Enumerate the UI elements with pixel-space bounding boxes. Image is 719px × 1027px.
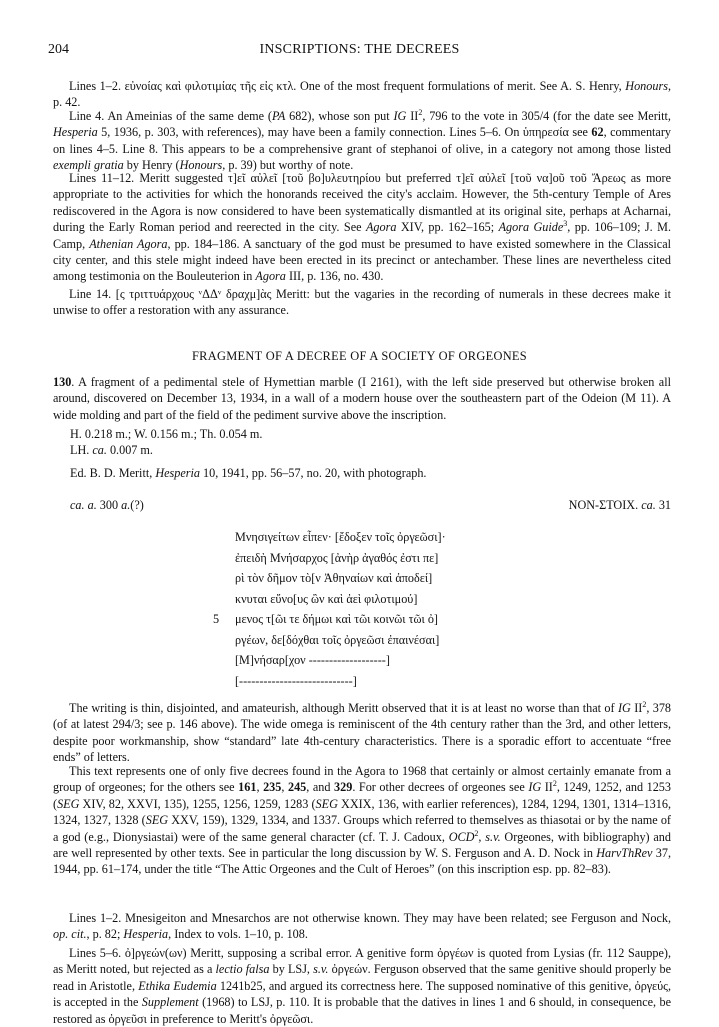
line-text: κνυται εὔνο[υς ὢν καὶ ἀεὶ φιλοτιμού] bbox=[235, 591, 418, 606]
commentary-paragraph: Lines 1–2. εὐνοίας καὶ φιλοτιμίας τῆς εἰς κτλ. One of the most frequent formulations of merit. See A. S. Henry, Honours, p. 42. bbox=[53, 79, 671, 110]
line-text: [Μ]νήσαρ[χον -------------------] bbox=[235, 653, 390, 667]
commentary-paragraph: Lines 11–12. Meritt suggested τ]εῖ αὐλεῖ [τοῦ βο]υλευτηρίου but preferred τ]εῖ αὐλεῖ [τοῦ να]οῦ τοῦ Ἄρεως as more appropriate to the activities for which the honorands received the city's acclaim. However, the 5th-century Temple of Ares rediscovered in the Agora is now considered to have been systematically dismantled at its original site, perhaps at Acharnai, during the Early Roman period and reerected in the city. See Agora XIV, pp. 162–165; Agora Guide$^3$, pp. 106–109; J. M. Camp, Athenian Agora, pp. 184–186. A sanctuary of the god must be presumed to have existed somewhere in the Classical city center, and this stele might indeed have been erected in its precinct or antechamber. These lines are nevertheless cited among testimonia on the Bouleuterion in Agora III, p. 136, no. 430. bbox=[53, 171, 671, 284]
inscription-line bbox=[213, 609, 485, 630]
line-text: ρὶ τὸν δῆμον τὸ[ν Ἀθηναίων καὶ ἀποδεί] bbox=[235, 571, 433, 585]
inscription-line bbox=[235, 650, 485, 671]
running-title: INSCRIPTIONS: THE DECREES bbox=[259, 42, 460, 57]
date-line: ca. a. 300 a.(?) bbox=[70, 498, 144, 512]
line-text: Μνησιγείτων εἶπεν· [ἔδοξεν τοῖς ὀργεῶσι]· bbox=[235, 530, 446, 544]
line-text: μενος τ[ῶι τε δήμωι καὶ τῶι κοινῶι τῶι ὀ] bbox=[235, 612, 438, 626]
inscription-line bbox=[235, 630, 485, 651]
section-title: FRAGMENT OF A DECREE OF A SOCIETY OF ORGEONES bbox=[191, 349, 527, 363]
line-text: [----------------------------] bbox=[235, 673, 357, 688]
stoich-line: NON-ΣΤΟΙΧ. ca. 31 bbox=[568, 498, 671, 512]
line-number: 5 bbox=[213, 612, 220, 626]
inscription-line bbox=[235, 548, 485, 569]
line-text: ἐπειδὴ Μνήσαρχος [ἀνὴρ ἀγαθός ἐστι πε] bbox=[235, 550, 439, 565]
commentary-paragraph: Lines 5–6. ὀ]ργεών(ων) Meritt, supposing a scribal error. A genitive form ὀργέων is quoted from Lysias (fr. 112 Sauppe), as Meritt noted, but rejected as a lectio falsa by LSJ, s.v. ὀργεών. Ferguson observed that the same genitive should properly be read in Aristotle, Ethika Eudemia 1241b25, and argued its correctness here. The supposed nominative of this genitive, ὀργεύς, is accepted in the Supplement (1968) to LSJ, p. 110. It is probable that the datives in lines 1 and 6 should, in consequence, be restored as ὀργεῦσι in preference to Meritt's ὀργεῶσι. bbox=[53, 946, 672, 1026]
commentary-paragraph: Lines 1–2. Mnesigeiton and Mnesarchos are not otherwise known. They may have been related; see Ferguson and Nock, op. cit., p. 82; Hesperia, Index to vols. 1–10, p. 108. bbox=[53, 911, 671, 942]
line-text: ργέων, δε[δόχθαι τοῖς ὀργεῶσι ἐπαινέσαι] bbox=[235, 632, 440, 647]
commentary-paragraph: Line 4. An Ameinias of the same deme (PA 682), whose son put IG $II^2$, 796 to the vote in 305/4 (for the date see Meritt, Hesperia 5, 1936, p. 303, with references), may have been a family connection. Lines 5–6. On ὑπηρεσία see 62, commentary on lines 4–5. Line 8. This appears to be a comprehensive grant of stephanoi of olive, in a category not among those listed exempli gratia by Henry (Honours, p. 39) but worthy of note. bbox=[53, 107, 671, 173]
letter-height: LH. ca. 0.007 m. bbox=[70, 443, 153, 457]
inscription-line bbox=[235, 568, 485, 589]
commentary-paragraph: The writing is thin, disjointed, and amateurish, although Meritt observed that it is at least no worse than that of IG $II^2$, 378 (of at latest 294/3; see p. 146 above). The wide omega is reminiscent of the 4th century rather than the 3rd, and other letters, despite poor workmanship, show “standard” late 4th-century characteristics. There is a sporadic effort to accentuate “free ends” of letters. bbox=[53, 699, 672, 765]
inscription-line bbox=[235, 527, 485, 548]
page-header bbox=[48, 42, 671, 62]
inscription-line bbox=[235, 589, 485, 610]
inscription-text bbox=[213, 527, 485, 691]
inscription-line bbox=[235, 671, 485, 692]
commentary-paragraph: This text represents one of only five decrees found in the Agora to 1968 that certainly or almost certainly emanate from a group of orgeones; for the others see 161, 235, 245, and 329. For other decrees of orgeones see IG $II^2$, 1249, 1252, and 1253 (SEG XIV, 82, XXVI, 135), 1255, 1256, 1259, 1283 (SEG XXIX, 136, with earlier references), 1284, 1294, 1301, 1314–1316, 1324, 1327, 1328 (SEG XXV, 159), 1329, 1334, and 1337. Groups which referred to themselves as thiasotai or by the name of a god (e.g., Dionysiastai) were of the same general character (cf. T. J. Cadoux, OCD$^2$, s.v. Orgeones, with bibliography) and are well represented by other texts. See in particular the long discussion by W. S. Ferguson and A. D. Nock in HarvThRev 37, 1944, pp. 61–174, under the title “The Attic Orgeones and the Cult of Heroes” (on this inscription esp. pp. 82–83). bbox=[53, 764, 672, 877]
commentary-paragraph: Line 14. [ς τριττυάρχους ᵛΔΔᵛ δραχμ]ὰς Meritt: but the vagaries in the recording of numerals in these decrees make it unwise to offer a restoration with any assurance. bbox=[53, 287, 671, 318]
edition-reference: Ed. B. D. Meritt, Hesperia 10, 1941, pp. 56–57, no. 20, with photograph. bbox=[70, 466, 427, 480]
page-number: 204 bbox=[48, 42, 69, 57]
dimensions: H. 0.218 m.; W. 0.156 m.; Th. 0.054 m. bbox=[70, 427, 263, 441]
entry-description: 130. A fragment of a pedimental stele of Hymettian marble (I 2161), with the left side preserved but otherwise broken all around, discovered on December 13, 1934, in a wall of a modern house over the southeastern part of the Odeion (M 11). A wide molding and part of the field of the pediment survive above the inscription. bbox=[53, 375, 671, 422]
